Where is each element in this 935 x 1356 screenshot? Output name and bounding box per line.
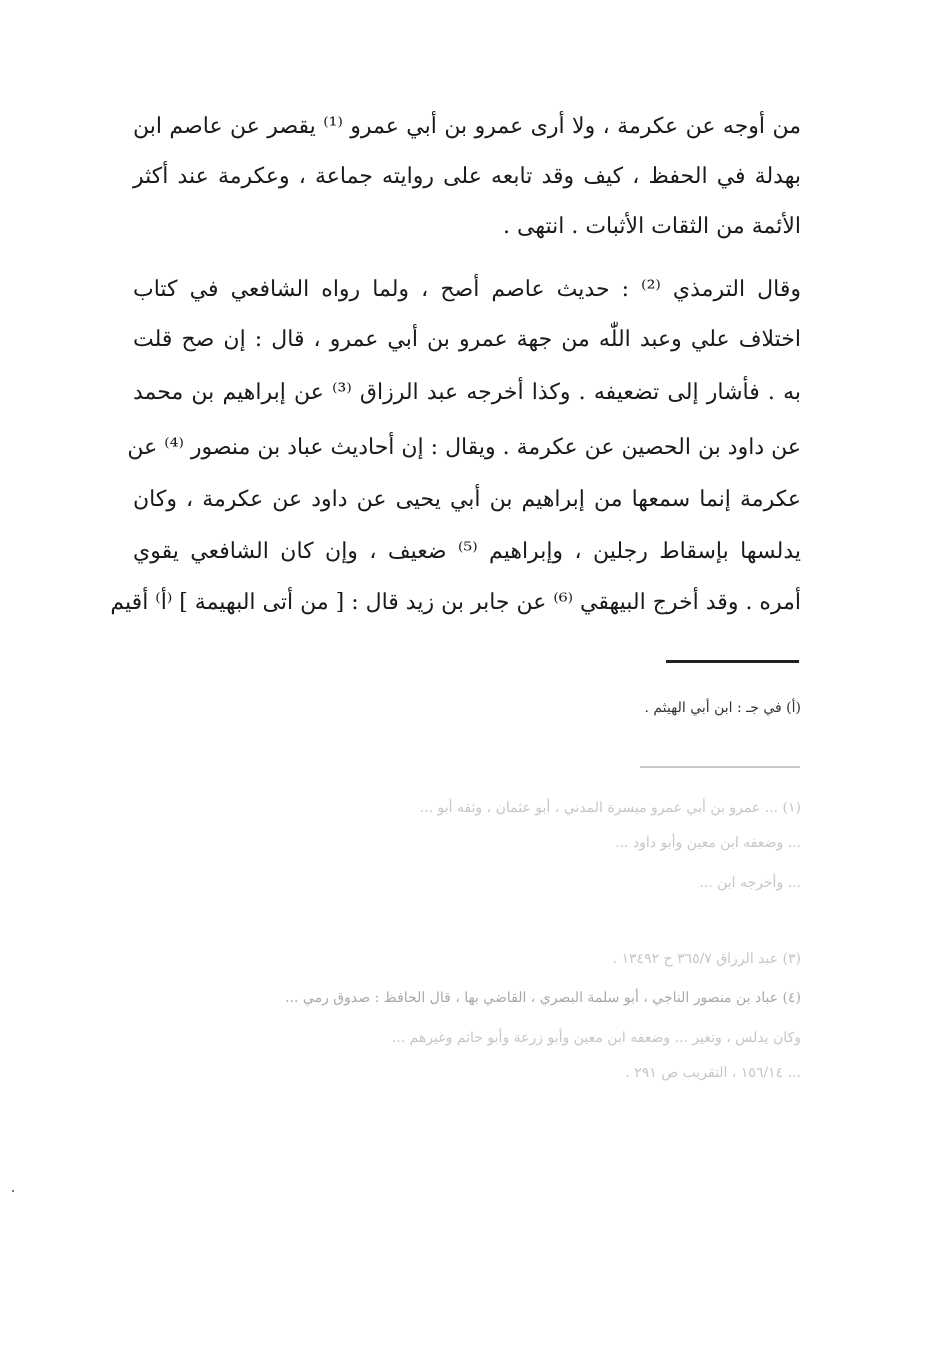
body-line-6: به . فأشار إلى تضعيفه . وكذا أخرجه عبد الرزاق ⁽³⁾ عن إبراهيم بن محمد (133, 380, 801, 405)
footnote-1-line-2: ... وضعفه ابن معين وأبو داود ... (615, 835, 801, 851)
body-line-4: وقال الترمذي ⁽²⁾ : حديث عاصم أصح ، ولما رواه الشافعي في كتاب (133, 277, 801, 302)
variant-footnote: (أ) في جـ : ابن أبي الهيثم . (644, 700, 801, 716)
footnote-separator (666, 660, 799, 663)
footnote-3: (٣) عبد الرزاق ٣٦٥/٧ ح ١٣٤٩٢ . (612, 951, 801, 967)
footnote-4-line-1: (٤) عباد بن منصور الناجي ، أبو سلمة البصري ، القاضي بها ، قال الحافظ : صدوق رمي ... (285, 990, 801, 1006)
body-line-8: عكرمة إنما سمعها من إبراهيم بن أبي يحيى عن داود عن عكرمة ، وكان (133, 487, 801, 512)
body-line-1: من أوجه عن عكرمة ، ولا أرى عمرو بن أبي عمرو ⁽¹⁾ يقصر عن عاصم ابن (133, 114, 801, 139)
body-line-5: اختلاف علي وعبد اللّٰه من جهة عمرو بن أبي عمرو ، قال : إن صح قلت (133, 327, 801, 352)
footnote-1-line-1: (١) ... عمرو بن أبي عمرو ميسرة المدني ، أبو عثمان ، وثقه أبو ... (419, 800, 801, 816)
body-line-9: يدلسها بإسقاط رجلين ، وإبراهيم ⁽⁵⁾ ضعيف ، وإن كان الشافعي يقوي (133, 539, 802, 564)
footnote-1-line-3: ... وأخرجه ابن ... (699, 875, 801, 891)
body-line-2: بهدلة في الحفظ ، كيف وقد تابعه على روايته جماعة ، وعكرمة عند أكثر (133, 164, 801, 189)
margin-speck (12, 1190, 14, 1192)
footnote-separator-faint (640, 766, 800, 768)
body-line-3: الأئمة من الثقات الأثبات . انتهى . (503, 214, 801, 239)
footnote-4-line-3: ... ١٥٦/١٤ ، التقريب ص ٢٩١ . (625, 1065, 801, 1081)
body-line-10: أمره . وقد أخرج البيهقي ⁽⁶⁾ عن جابر بن زيد قال : [ من أتى البهيمة ] ⁽أ⁾ أقيم (110, 590, 801, 615)
body-line-7: عن داود بن الحصين عن عكرمة . ويقال : إن أحاديث عباد بن منصور ⁽⁴⁾ عن (127, 435, 801, 460)
footnote-4-line-2: وكان يدلس ، وتغير ... وضعفه ابن معين وأبو زرعة وأبو حاتم وغيرهم ... (391, 1030, 801, 1046)
